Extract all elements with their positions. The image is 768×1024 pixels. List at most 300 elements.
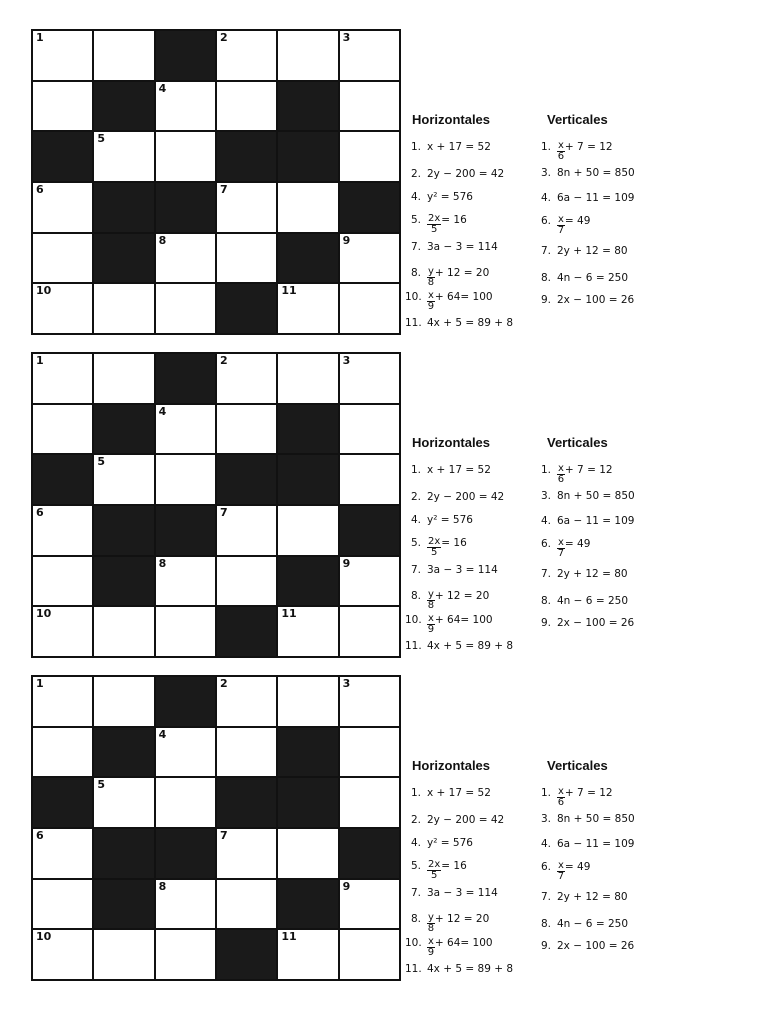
- vertical-clue: [535, 595, 628, 607]
- cell-number: 1: [36, 354, 44, 367]
- vertical-clue: [535, 167, 635, 179]
- clue-text: 3a − 3 = 114: [427, 241, 498, 253]
- cell-number: 1: [36, 31, 44, 44]
- horizontal-clue: [405, 214, 467, 235]
- black-cell: [217, 284, 276, 333]
- verticales-title: Verticales: [547, 435, 608, 450]
- fraction-numerator: x: [558, 140, 564, 151]
- clue-number: 8.: [540, 272, 551, 284]
- horizontal-clue: [405, 814, 504, 826]
- clue-number: 7.: [410, 887, 421, 899]
- clue-text: 3a − 3 = 114: [427, 887, 498, 899]
- fraction-denominator: 5: [430, 224, 438, 235]
- clue-text: 2y − 200 = 42: [427, 168, 505, 180]
- black-cell: [217, 455, 276, 504]
- black-cell: [340, 829, 399, 878]
- clue-text: 2x − 100 = 26: [557, 940, 635, 952]
- clue-text: + 12 = 20: [434, 590, 490, 602]
- answer-cell[interactable]: [156, 607, 215, 656]
- black-cell: [94, 82, 153, 131]
- clue-text: 6a − 11 = 109: [557, 838, 635, 850]
- cell-number: 11: [281, 607, 297, 621]
- clue-text: x + 17 = 52: [427, 141, 491, 153]
- fraction: [427, 214, 441, 235]
- answer-cell[interactable]: [33, 728, 92, 777]
- black-cell: [278, 557, 337, 606]
- cell-number: 1: [36, 677, 44, 690]
- answer-cell[interactable]: [340, 132, 399, 181]
- cell-number: 7: [219, 183, 228, 196]
- vertical-clue: [535, 515, 634, 527]
- answer-cell[interactable]: [340, 930, 399, 979]
- answer-cell[interactable]: [33, 677, 92, 726]
- black-cell: [217, 778, 276, 827]
- fraction-denominator: 6: [557, 474, 565, 485]
- vertical-clue: [535, 787, 613, 808]
- horizontal-clue: [405, 887, 498, 899]
- vertical-clue: [535, 464, 613, 485]
- answer-cell[interactable]: [94, 677, 153, 726]
- answer-cell[interactable]: [33, 354, 92, 403]
- clue-text: + 64= 100: [434, 614, 493, 626]
- black-cell: [278, 405, 337, 454]
- clue-number: 1.: [540, 141, 551, 153]
- cell-number: 3: [342, 677, 351, 690]
- clue-number: 3.: [540, 167, 551, 179]
- answer-cell[interactable]: [217, 234, 276, 283]
- cell-number: 10: [36, 930, 52, 944]
- answer-cell[interactable]: [94, 132, 153, 181]
- horizontales-title: Horizontales: [412, 758, 491, 773]
- black-cell: [33, 132, 92, 181]
- crossword-grid: [31, 675, 401, 981]
- black-cell: [94, 557, 153, 606]
- fraction: [557, 464, 565, 485]
- crossword-grid: [31, 29, 401, 335]
- answer-cell[interactable]: [278, 506, 337, 555]
- crossword-puzzle: [0, 675, 768, 1000]
- cell-number: 5: [97, 132, 105, 146]
- clue-number: 3.: [540, 490, 551, 502]
- black-cell: [33, 778, 92, 827]
- answer-cell[interactable]: [33, 557, 92, 606]
- answer-cell[interactable]: [278, 677, 337, 726]
- answer-cell[interactable]: [33, 930, 92, 979]
- fraction-numerator: y: [428, 589, 434, 600]
- answer-cell[interactable]: [156, 82, 215, 131]
- answer-cell[interactable]: [340, 234, 399, 283]
- fraction: [557, 538, 565, 559]
- fraction-numerator: x: [558, 786, 564, 797]
- clue-text: 2y − 200 = 42: [427, 814, 505, 826]
- clue-number: 4.: [410, 837, 421, 849]
- answer-cell[interactable]: [156, 557, 215, 606]
- clue-number: 1.: [410, 464, 421, 476]
- clue-number: 3.: [540, 813, 551, 825]
- answer-cell[interactable]: [94, 455, 153, 504]
- vertical-clue: [535, 918, 628, 930]
- clue-number: 5.: [410, 214, 421, 226]
- answer-cell[interactable]: [33, 284, 92, 333]
- black-cell: [94, 234, 153, 283]
- vertical-clue: [535, 538, 590, 559]
- answer-cell[interactable]: [217, 880, 276, 929]
- horizontal-clue: [405, 191, 473, 203]
- cell-number: 7: [219, 506, 228, 519]
- fraction-numerator: x: [558, 537, 564, 548]
- horizontales-title: Horizontales: [412, 435, 491, 450]
- clue-text: + 7 = 12: [564, 141, 613, 153]
- black-cell: [94, 405, 153, 454]
- vertical-clue: [535, 490, 635, 502]
- vertical-clue: [535, 891, 628, 903]
- clue-text: + 12 = 20: [434, 913, 490, 925]
- black-cell: [94, 829, 153, 878]
- fraction: [427, 614, 435, 635]
- black-cell: [217, 132, 276, 181]
- clue-text: 8n + 50 = 850: [557, 167, 635, 179]
- answer-cell[interactable]: [156, 284, 215, 333]
- horizontal-clue: [405, 291, 493, 312]
- clue-text: 3a − 3 = 114: [427, 564, 498, 576]
- horizontales-title: Horizontales: [412, 112, 491, 127]
- answer-cell[interactable]: [156, 234, 215, 283]
- answer-cell[interactable]: [340, 455, 399, 504]
- clue-number: 1.: [410, 787, 421, 799]
- clue-number: 8.: [540, 595, 551, 607]
- answer-cell[interactable]: [33, 405, 92, 454]
- clue-number: 7.: [410, 564, 421, 576]
- fraction: [557, 787, 565, 808]
- cell-number: 9: [342, 556, 351, 570]
- crossword-puzzle: [0, 352, 768, 677]
- answer-cell[interactable]: [33, 829, 92, 878]
- vertical-clue: [535, 861, 590, 882]
- answer-cell[interactable]: [33, 82, 92, 131]
- black-cell: [217, 930, 276, 979]
- black-cell: [278, 778, 337, 827]
- clue-number: 7.: [540, 245, 551, 257]
- clue-text: y² = 576: [427, 514, 473, 526]
- answer-cell[interactable]: [94, 354, 153, 403]
- clue-number: 4.: [410, 191, 421, 203]
- clue-number: 10.: [405, 937, 422, 949]
- black-cell: [340, 183, 399, 232]
- crossword-grid: [31, 352, 401, 658]
- clue-number: 11.: [405, 640, 422, 652]
- answer-cell[interactable]: [217, 829, 276, 878]
- cell-number: 2: [219, 354, 228, 367]
- clue-number: 4.: [540, 192, 551, 204]
- cell-number: 9: [342, 879, 351, 893]
- vertical-clue: [535, 141, 613, 162]
- answer-cell[interactable]: [340, 778, 399, 827]
- clue-number: 6.: [540, 861, 551, 873]
- vertical-clue: [535, 940, 634, 952]
- answer-cell[interactable]: [340, 557, 399, 606]
- clue-text: y² = 576: [427, 191, 473, 203]
- answer-cell[interactable]: [94, 31, 153, 80]
- black-cell: [94, 728, 153, 777]
- black-cell: [94, 880, 153, 929]
- clue-number: 5.: [410, 860, 421, 872]
- clue-number: 11.: [405, 317, 422, 329]
- fraction: [427, 267, 435, 288]
- horizontal-clue: [405, 640, 513, 652]
- clue-number: 8.: [410, 913, 421, 925]
- answer-cell[interactable]: [278, 31, 337, 80]
- cell-number: 10: [36, 284, 52, 298]
- answer-cell[interactable]: [217, 82, 276, 131]
- fraction-denominator: 8: [427, 277, 435, 288]
- answer-cell[interactable]: [33, 880, 92, 929]
- black-cell: [156, 183, 215, 232]
- horizontal-clue: [405, 963, 513, 975]
- clue-number: 8.: [410, 590, 421, 602]
- clue-text: 8n + 50 = 850: [557, 813, 635, 825]
- answer-cell[interactable]: [156, 132, 215, 181]
- fraction: [557, 861, 565, 882]
- answer-cell[interactable]: [340, 728, 399, 777]
- answer-cell[interactable]: [340, 607, 399, 656]
- vertical-clue: [535, 245, 628, 257]
- clue-number: 9.: [540, 294, 551, 306]
- vertical-clue: [535, 215, 590, 236]
- answer-cell[interactable]: [156, 728, 215, 777]
- clue-number: 2.: [410, 814, 421, 826]
- clue-number: 6.: [540, 538, 551, 550]
- cell-number: 6: [36, 506, 44, 519]
- clue-text: + 12 = 20: [434, 267, 490, 279]
- answer-cell[interactable]: [340, 31, 399, 80]
- black-cell: [33, 455, 92, 504]
- answer-cell[interactable]: [278, 829, 337, 878]
- answer-cell[interactable]: [156, 455, 215, 504]
- cell-number: 5: [97, 778, 105, 792]
- answer-cell[interactable]: [33, 506, 92, 555]
- horizontal-clue: [405, 913, 489, 934]
- cell-number: 6: [36, 183, 44, 196]
- clue-text: x + 17 = 52: [427, 787, 491, 799]
- clue-text: + 7 = 12: [564, 787, 613, 799]
- answer-cell[interactable]: [217, 728, 276, 777]
- fraction-numerator: x: [428, 936, 434, 947]
- clue-text: 2y + 12 = 80: [557, 568, 628, 580]
- answer-cell[interactable]: [33, 31, 92, 80]
- answer-cell[interactable]: [340, 82, 399, 131]
- clue-text: = 49: [564, 538, 591, 550]
- answer-cell[interactable]: [340, 354, 399, 403]
- vertical-clue: [535, 617, 634, 629]
- answer-cell[interactable]: [33, 183, 92, 232]
- clue-number: 9.: [540, 617, 551, 629]
- clue-text: 2y − 200 = 42: [427, 491, 505, 503]
- horizontal-clue: [405, 267, 489, 288]
- clue-text: + 64= 100: [434, 291, 493, 303]
- cell-number: 8: [158, 879, 167, 893]
- fraction-denominator: 6: [557, 797, 565, 808]
- clue-text: = 16: [441, 537, 467, 549]
- clue-text: 4n − 6 = 250: [557, 272, 629, 284]
- clue-number: 4.: [540, 515, 551, 527]
- answer-cell[interactable]: [278, 354, 337, 403]
- clue-text: 6a − 11 = 109: [557, 192, 635, 204]
- clue-number: 7.: [540, 568, 551, 580]
- horizontal-clue: [405, 464, 491, 476]
- answer-cell[interactable]: [156, 880, 215, 929]
- clue-text: x + 17 = 52: [427, 464, 491, 476]
- clue-text: = 49: [564, 215, 591, 227]
- answer-cell[interactable]: [340, 880, 399, 929]
- clue-text: = 16: [441, 860, 467, 872]
- fraction-denominator: 6: [557, 151, 565, 162]
- fraction: [427, 537, 441, 558]
- fraction: [427, 937, 435, 958]
- verticales-title: Verticales: [547, 112, 608, 127]
- answer-cell[interactable]: [156, 930, 215, 979]
- fraction-numerator: 2x: [428, 859, 441, 870]
- horizontal-clue: [405, 317, 513, 329]
- answer-cell[interactable]: [217, 405, 276, 454]
- horizontal-clue: [405, 590, 489, 611]
- cell-number: 11: [281, 284, 297, 298]
- vertical-clue: [535, 568, 628, 580]
- clue-text: 4x + 5 = 89 + 8: [427, 963, 514, 975]
- answer-cell[interactable]: [94, 930, 153, 979]
- fraction-numerator: 2x: [428, 213, 441, 224]
- answer-cell[interactable]: [340, 677, 399, 726]
- fraction-denominator: 8: [427, 600, 435, 611]
- answer-cell[interactable]: [94, 607, 153, 656]
- fraction-numerator: y: [428, 912, 434, 923]
- horizontal-clue: [405, 141, 491, 153]
- black-cell: [278, 880, 337, 929]
- answer-cell[interactable]: [217, 506, 276, 555]
- clue-number: 8.: [410, 267, 421, 279]
- cell-number: 5: [97, 455, 105, 469]
- horizontal-clue: [405, 860, 467, 881]
- horizontal-clue: [405, 937, 493, 958]
- cell-number: 8: [158, 233, 167, 247]
- cell-number: 11: [281, 930, 297, 944]
- cell-number: 3: [342, 354, 351, 367]
- fraction: [427, 860, 441, 881]
- answer-cell[interactable]: [278, 607, 337, 656]
- black-cell: [340, 506, 399, 555]
- answer-cell[interactable]: [278, 183, 337, 232]
- clue-text: y² = 576: [427, 837, 473, 849]
- clue-number: 6.: [540, 215, 551, 227]
- clue-text: 6a − 11 = 109: [557, 515, 635, 527]
- cell-number: 4: [158, 404, 167, 418]
- answer-cell[interactable]: [156, 778, 215, 827]
- fraction-denominator: 7: [557, 871, 565, 882]
- clue-text: 2x − 100 = 26: [557, 294, 635, 306]
- answer-cell[interactable]: [94, 284, 153, 333]
- fraction-denominator: 9: [427, 624, 435, 635]
- fraction: [427, 291, 435, 312]
- black-cell: [278, 82, 337, 131]
- fraction-numerator: y: [428, 266, 434, 277]
- black-cell: [156, 31, 215, 80]
- black-cell: [94, 183, 153, 232]
- crossword-puzzle: [0, 29, 768, 354]
- cell-number: 4: [158, 81, 167, 95]
- cell-number: 10: [36, 607, 52, 621]
- answer-cell[interactable]: [156, 405, 215, 454]
- clue-text: 4n − 6 = 250: [557, 918, 629, 930]
- answer-cell[interactable]: [217, 354, 276, 403]
- answer-cell[interactable]: [33, 607, 92, 656]
- clue-number: 9.: [540, 940, 551, 952]
- clue-number: 7.: [540, 891, 551, 903]
- answer-cell[interactable]: [217, 31, 276, 80]
- answer-cell[interactable]: [217, 183, 276, 232]
- cell-number: 3: [342, 31, 351, 44]
- answer-cell[interactable]: [217, 557, 276, 606]
- fraction-denominator: 9: [427, 947, 435, 958]
- clue-text: 2y + 12 = 80: [557, 891, 628, 903]
- cell-number: 7: [219, 829, 228, 842]
- vertical-clue: [535, 272, 628, 284]
- black-cell: [278, 455, 337, 504]
- fraction-denominator: 7: [557, 548, 565, 559]
- clue-text: 2y + 12 = 80: [557, 245, 628, 257]
- fraction: [557, 141, 565, 162]
- vertical-clue: [535, 294, 634, 306]
- clue-text: + 7 = 12: [564, 464, 613, 476]
- clue-text: = 16: [441, 214, 467, 226]
- answer-cell[interactable]: [33, 234, 92, 283]
- horizontal-clue: [405, 837, 473, 849]
- fraction-denominator: 5: [430, 547, 438, 558]
- cell-number: 2: [219, 31, 228, 44]
- fraction: [557, 215, 565, 236]
- answer-cell[interactable]: [217, 677, 276, 726]
- answer-cell[interactable]: [94, 778, 153, 827]
- fraction-denominator: 5: [430, 870, 438, 881]
- horizontal-clue: [405, 564, 498, 576]
- clue-text: = 49: [564, 861, 591, 873]
- black-cell: [278, 234, 337, 283]
- answer-cell[interactable]: [340, 284, 399, 333]
- cell-number: 2: [219, 677, 228, 690]
- horizontal-clue: [405, 787, 491, 799]
- fraction-denominator: 9: [427, 301, 435, 312]
- fraction-denominator: 7: [557, 225, 565, 236]
- horizontal-clue: [405, 537, 467, 558]
- answer-cell[interactable]: [340, 405, 399, 454]
- black-cell: [217, 607, 276, 656]
- fraction-numerator: x: [558, 463, 564, 474]
- fraction-denominator: 8: [427, 923, 435, 934]
- clue-text: 4n − 6 = 250: [557, 595, 629, 607]
- black-cell: [156, 354, 215, 403]
- answer-cell[interactable]: [278, 284, 337, 333]
- vertical-clue: [535, 192, 634, 204]
- verticales-title: Verticales: [547, 758, 608, 773]
- clue-number: 11.: [405, 963, 422, 975]
- vertical-clue: [535, 838, 634, 850]
- black-cell: [156, 829, 215, 878]
- clue-text: 4x + 5 = 89 + 8: [427, 640, 514, 652]
- clue-number: 10.: [405, 291, 422, 303]
- cell-number: 4: [158, 727, 167, 741]
- answer-cell[interactable]: [278, 930, 337, 979]
- cell-number: 9: [342, 233, 351, 247]
- clue-text: 8n + 50 = 850: [557, 490, 635, 502]
- fraction-numerator: x: [558, 860, 564, 871]
